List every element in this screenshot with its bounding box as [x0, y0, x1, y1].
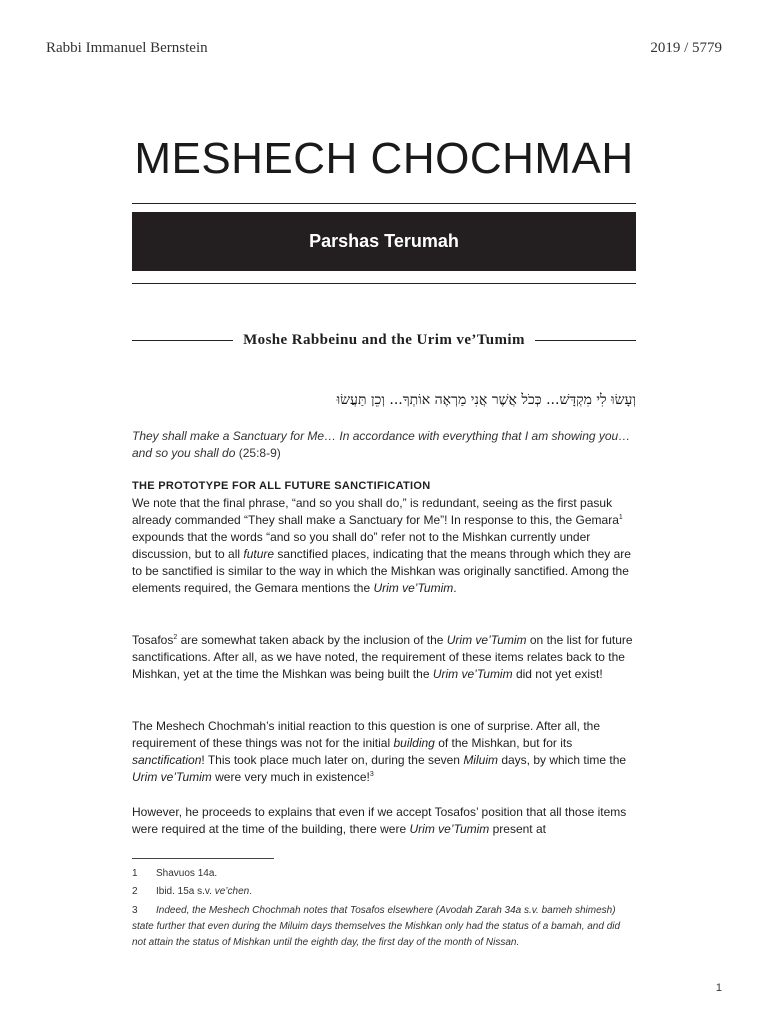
verse-translation	[132, 428, 636, 462]
p3-emphasis: Urim ve’Tumim	[132, 770, 212, 784]
p3-emphasis: building	[393, 736, 435, 750]
p3-emphasis: Miluim	[463, 753, 498, 767]
sub-heading: THE PROTOTYPE FOR ALL FUTURE SANCTIFICATION	[132, 480, 431, 492]
footnote-separator	[132, 858, 274, 859]
footnote-ref-1[interactable]: 1	[618, 514, 623, 521]
p3-text: days, by which time the	[497, 753, 627, 767]
running-header-author: Rabbi Immanuel Bernstein	[46, 40, 208, 56]
p2-emphasis: Urim ve’Tumim	[432, 667, 513, 681]
footnote-text: Shavuos 14a.	[156, 868, 218, 879]
p1-text: sanctified places, indicating that the means through which they are to be sanctified is similar to the way in which the Mishkan was originally sanctified. Among the elements required, the Gemara mentions the	[132, 547, 631, 595]
p1-emphasis: Urim ve’Tumim	[373, 581, 454, 595]
p2-text: Tosafos	[132, 633, 174, 647]
p3-text: The Meshech Chochmah’s initial reaction to this question is one of surprise. After all, the requirement of these things was not for the initial	[132, 719, 601, 750]
footnote-number: 2	[132, 886, 138, 897]
p3-text: ! This took place much later on, during the seven	[201, 753, 464, 767]
footnote-ref-2[interactable]: 2	[173, 634, 178, 641]
section-title: Moshe Rabbeinu and the Urim ve’Tumim	[243, 332, 525, 348]
footnote-2	[132, 884, 636, 900]
running-header-year: 2019 / 5779	[650, 40, 722, 56]
footnote-ref-3[interactable]: 3	[369, 771, 374, 778]
p2-text: did not yet exist!	[512, 667, 603, 681]
p2-text: on the list for future sanctifications. After all, as we have noted, the requirement of these items relates back to the Mishkan, yet at the time the Mishkan was being built the	[132, 633, 633, 681]
footnote-text: .	[249, 886, 252, 897]
footnote-number: 1	[132, 868, 138, 879]
parsha-banner-label: Parshas Terumah	[309, 231, 459, 251]
paragraph-1	[132, 478, 638, 597]
footnote-text: Ibid. 15a s.v.	[156, 886, 215, 897]
p4-text: present at	[489, 822, 546, 836]
p1-emphasis: future	[243, 547, 275, 561]
title-rule-bottom	[132, 283, 636, 284]
section-rule-right	[535, 340, 636, 341]
p1-text: expounds that the words “and so you shall do” refer not to the Mishkan currently under discussion, but to all	[132, 530, 591, 561]
paragraph-3	[132, 718, 638, 786]
p4-text: However, he proceeds to explains that even if we accept Tosafos’ position that all those items were required at the time of the building, there were	[132, 805, 627, 836]
footnote-text: Indeed, the Meshech Chochmah notes that Tosafos elsewhere (Avodah Zarah 34a s.v. bameh shimesh) state further that even during the Miluim days themselves the Mishkan only had the status of a bamah, and did not attain the status of Mishkan until the eighth day, the first day of the month of Nissan.	[132, 905, 621, 948]
parsha-banner	[132, 212, 636, 271]
document-title: MESHECH CHOCHMAH	[134, 134, 634, 183]
p3-text: were very much in existence!	[211, 770, 370, 784]
translation-text: They shall make a Sanctuary for Me… In accordance with everything that I am showing you… and so you shall do	[132, 429, 631, 460]
p1-text: We note that the final phrase, “and so you shall do,” is redundant, seeing as the first pasuk already commanded “They shall make a Sanctuary for Me”! In response to this, the Gemara	[132, 496, 619, 527]
translation-reference: (25:8-9)	[235, 446, 281, 460]
footnote-3	[132, 903, 636, 951]
p2-emphasis: Urim ve’Tumim	[446, 633, 527, 647]
p2-text: are somewhat taken aback by the inclusion of the	[177, 633, 447, 647]
p1-text: .	[453, 581, 457, 595]
section-heading-row	[132, 332, 636, 349]
title-rule-top	[132, 203, 636, 204]
page-number: 1	[715, 982, 722, 994]
p3-text: of the Mishkan, but for its	[434, 736, 573, 750]
p3-emphasis: sanctification	[132, 753, 202, 767]
paragraph-2	[132, 632, 638, 683]
hebrew-verse: וְעָשׂוּ לִי מִקְדָּשׁ... כְּכֹל אֲשֶׁר אֲנִי מַרְאֶה אוֹתְךָ... וְכֵן תַּעֲשׂוּ	[336, 392, 636, 408]
footnote-emphasis: ve’chen	[214, 886, 250, 897]
p4-emphasis: Urim ve’Tumim	[409, 822, 490, 836]
footnote-1	[132, 866, 636, 882]
section-rule-left	[132, 340, 233, 341]
footnote-number: 3	[132, 905, 138, 916]
paragraph-4	[132, 804, 638, 838]
